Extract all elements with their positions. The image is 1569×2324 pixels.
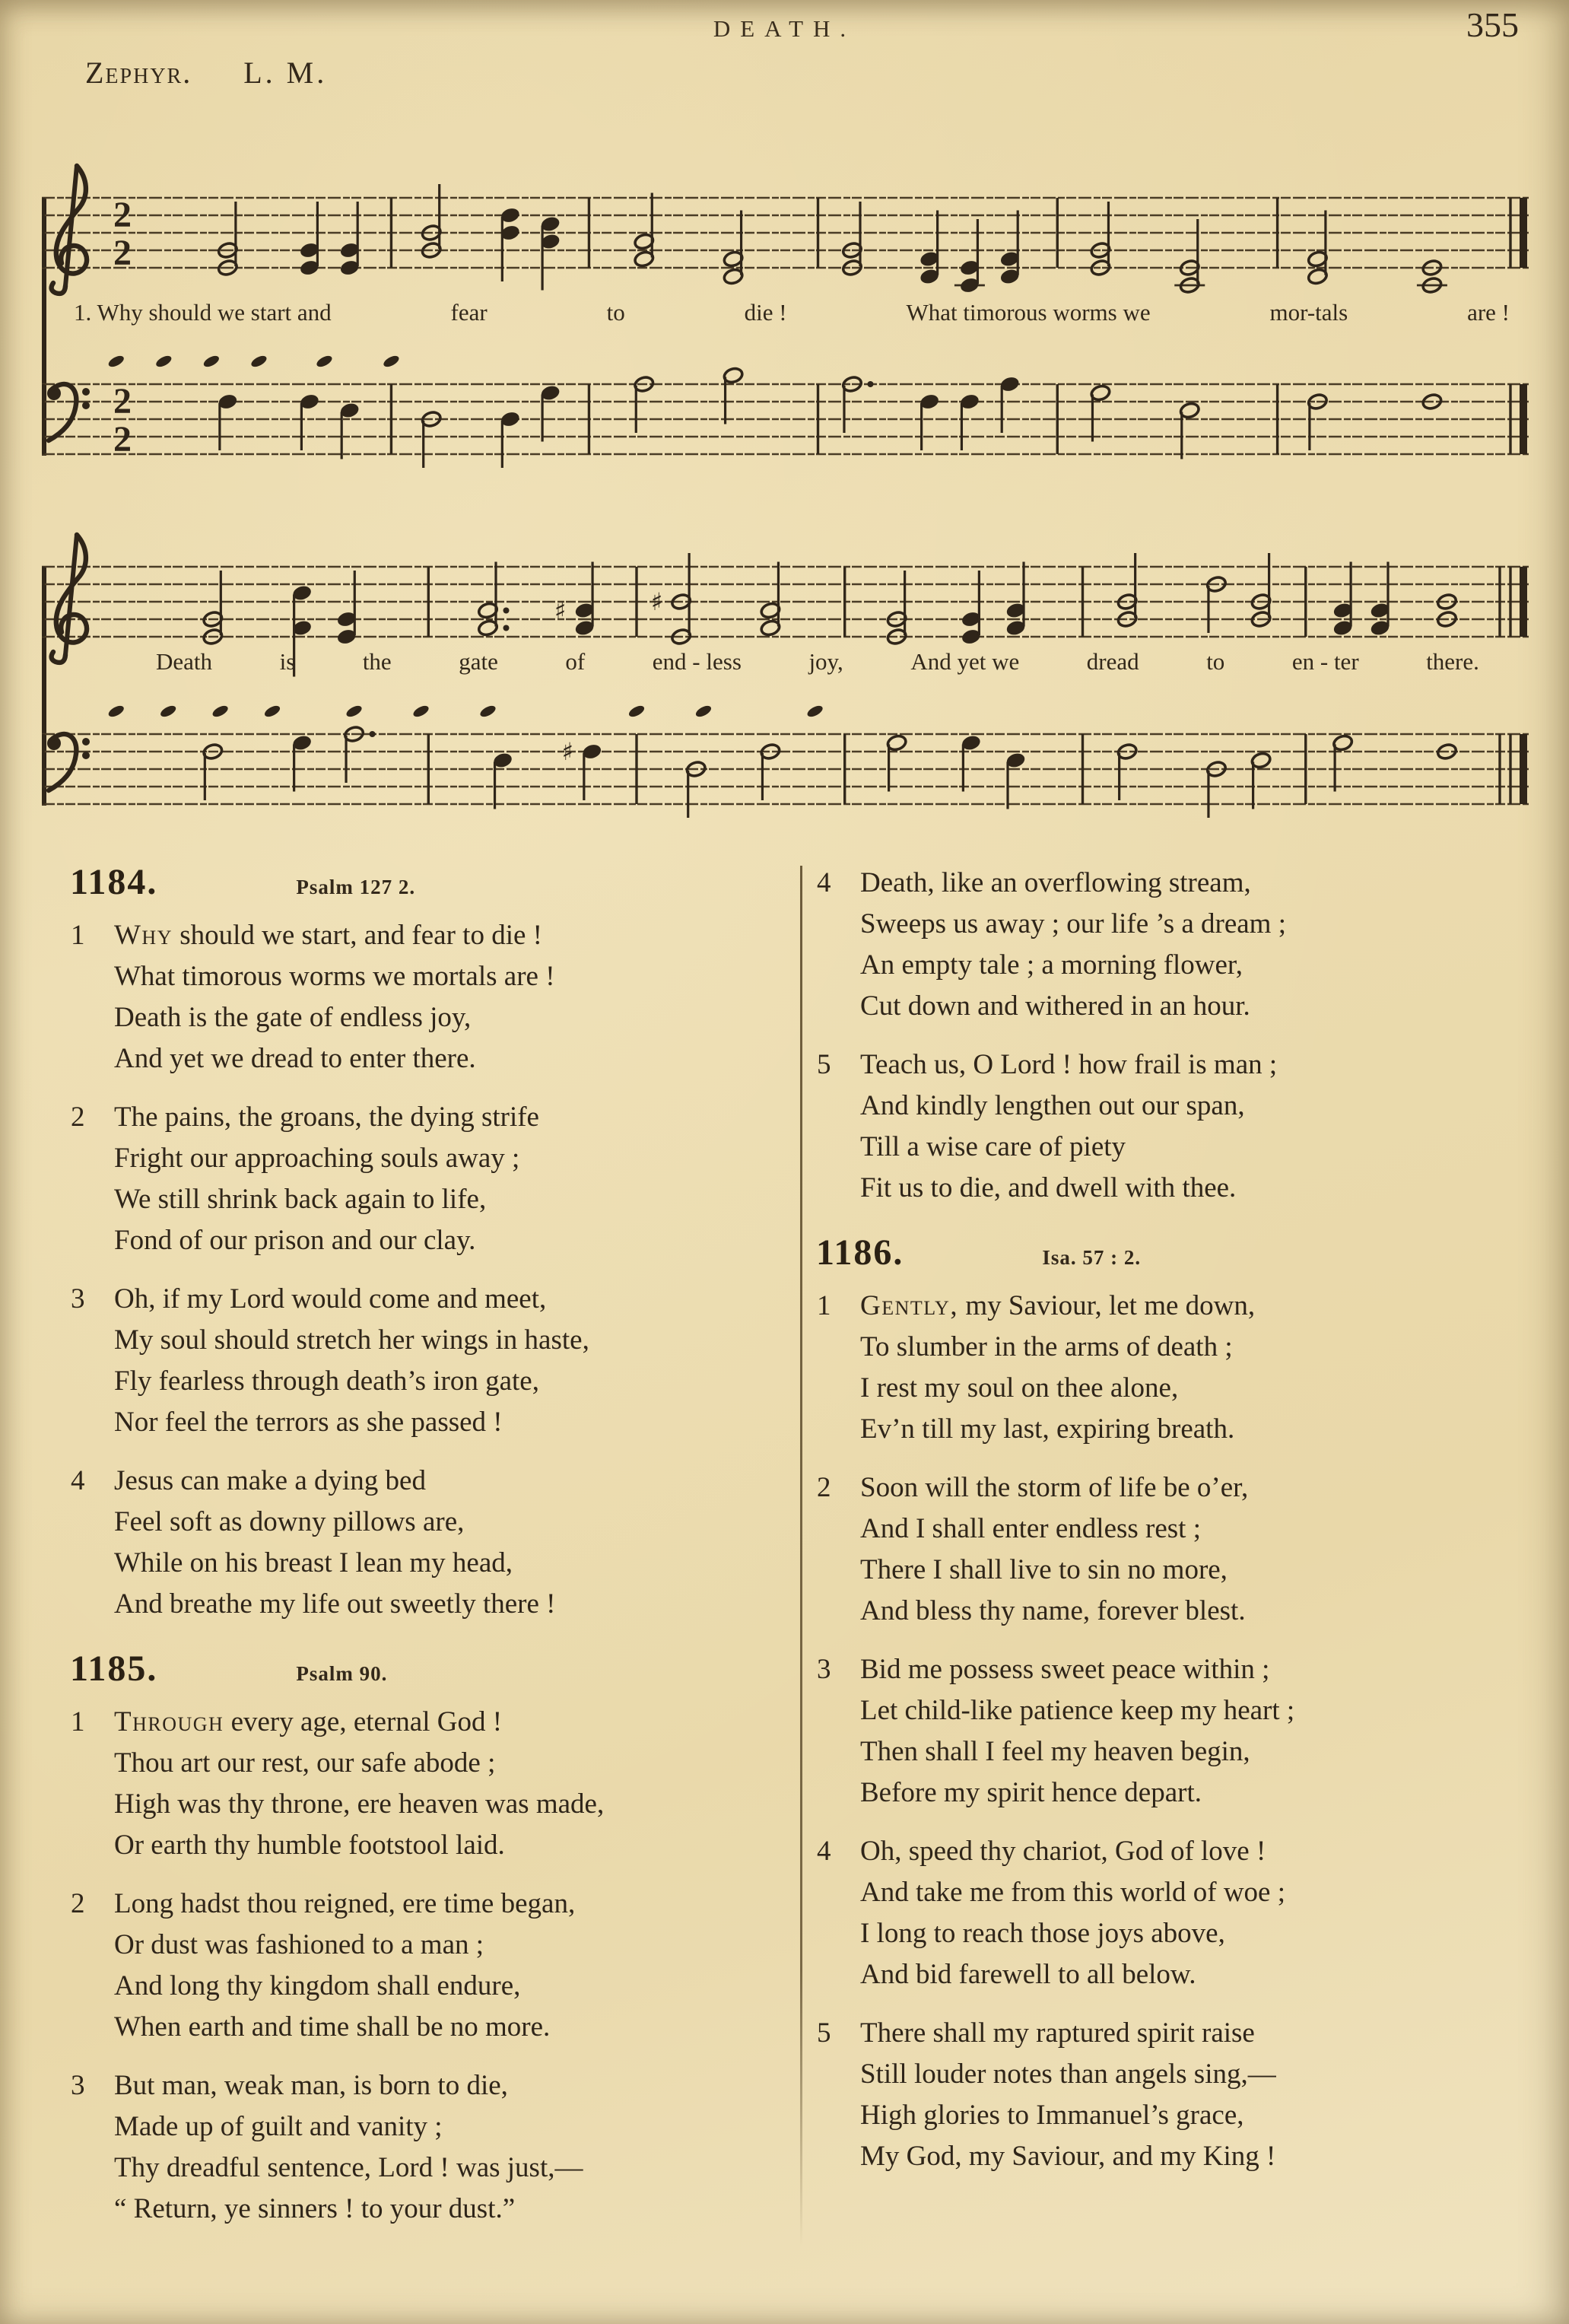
verse-line: My soul should stretch her wings in haste,	[114, 1324, 589, 1356]
verse-line: High was thy throne, ere heaven was made,	[114, 1788, 605, 1820]
hymn-text-area	[67, 858, 1536, 2247]
music-lyric-word: to	[1206, 648, 1225, 675]
verse-line	[114, 1702, 788, 1743]
verse-line: Nor feel the terrors as she passed !	[114, 1407, 503, 1438]
music-lyric-word: end - less	[652, 648, 742, 675]
verse-number: 2	[817, 1472, 831, 1503]
music-lyric-word: there.	[1426, 648, 1479, 675]
verse-line: While on his breast I lean my head,	[114, 1547, 513, 1578]
verse-line: Made up of guilt and vanity ;	[114, 2111, 443, 2142]
hymn-number: 1186.	[816, 1232, 904, 1273]
music-lyric-word: en - ter	[1291, 648, 1359, 675]
verse-line: An empty tale ; a morning flower,	[860, 949, 1243, 981]
verse-number: 5	[817, 2017, 831, 2049]
music-lyric-row-2	[42, 648, 1529, 676]
verse	[67, 1461, 788, 1625]
verse-line: Fond of our prison and our clay.	[114, 1225, 476, 1256]
svg-text:♯: ♯	[561, 737, 574, 766]
verse-line: And I shall enter endless rest ;	[860, 1513, 1201, 1544]
verse	[67, 1097, 788, 1261]
hymn-reference: Isa. 57 : 2.	[1042, 1246, 1142, 1269]
verse	[813, 1831, 1536, 1995]
verse-number: 3	[71, 1283, 85, 1315]
verse-lead-word: Through	[114, 1706, 224, 1737]
verse-line: Death is the gate of endless joy,	[114, 1002, 472, 1033]
hymn-number: 1185.	[70, 1648, 158, 1689]
verse-line-rest: should we start, and fear to die !	[172, 920, 542, 951]
verse-line: When earth and time shall be no more.	[114, 2011, 551, 2043]
music-lyric-row-1	[42, 299, 1529, 326]
music-lyric-word: joy,	[808, 648, 843, 675]
verse-line: We still shrink back again to life,	[114, 1184, 487, 1215]
svg-text:♯: ♯	[554, 596, 567, 625]
verse-number: 3	[817, 1654, 831, 1685]
verse-line: “ Return, ye sinners ! to your dust.”	[114, 2193, 516, 2224]
verse-number: 1	[817, 1290, 831, 1321]
verse-line: To slumber in the arms of death ;	[860, 1331, 1233, 1362]
hymn-number: 1184.	[70, 862, 158, 902]
verse-line: Sweeps us away ; our life ’s a dream ;	[860, 908, 1286, 939]
verse-line: And kindly lengthen out our span,	[860, 1090, 1245, 1121]
verse-line: Long hadst thou reigned, ere time began,	[114, 1888, 576, 1919]
verse-line: Teach us, O Lord ! how frail is man ;	[860, 1049, 1278, 1080]
verse-line: But man, weak man, is born to die,	[114, 2070, 508, 2101]
verse-line: I rest my soul on thee alone,	[860, 1372, 1179, 1404]
verse-line: Thou art our rest, our safe abode ;	[114, 1747, 496, 1779]
verse-number: 5	[817, 1049, 831, 1080]
hymn-heading	[70, 1648, 788, 1690]
verse	[67, 1884, 788, 2048]
music-staff-bass-1	[42, 342, 1529, 533]
music-lyric-word: gate	[459, 648, 498, 675]
verse-line: And take me from this world of woe ;	[860, 1877, 1285, 1908]
verse-line: Fright our approaching souls away ;	[114, 1143, 520, 1174]
verse-line: There shall my raptured spirit raise	[860, 2017, 1255, 2049]
verse-line: My God, my Saviour, and my King !	[860, 2141, 1276, 2172]
verse	[67, 1702, 788, 1866]
verse-line: I long to reach those joys above,	[860, 1918, 1225, 1949]
verse	[813, 1467, 1536, 1632]
hymn-heading	[816, 1232, 1536, 1273]
verse-line: Before my spirit hence depart.	[860, 1777, 1202, 1808]
svg-text:2: 2	[113, 381, 132, 421]
verse-number: 2	[71, 1888, 85, 1919]
verse	[813, 1044, 1536, 1209]
page-number: 355	[1466, 5, 1519, 44]
music-lyric-word: fear	[450, 299, 488, 326]
verse-number: 2	[71, 1102, 85, 1133]
verse	[813, 1649, 1536, 1814]
hymn-reference: Psalm 127 2.	[296, 876, 416, 898]
verse-line: Then shall I feel my heaven begin,	[860, 1736, 1250, 1767]
music-lyric-word: What timorous worms we	[906, 299, 1151, 326]
verse-line: The pains, the groans, the dying strife	[114, 1102, 539, 1133]
verse-number: 4	[817, 1836, 831, 1867]
verse-line: Feel soft as downy pillows are,	[114, 1506, 465, 1537]
svg-text:♯: ♯	[650, 587, 663, 616]
verse	[67, 2065, 788, 2230]
running-head: DEATH.	[713, 15, 856, 42]
svg-text:2: 2	[113, 233, 132, 273]
tune-name: Zephyr.	[85, 56, 192, 90]
tune-meter: L. M.	[243, 56, 328, 90]
verse-line	[860, 1286, 1536, 1327]
verse-number: 1	[71, 1706, 85, 1737]
right-column	[810, 858, 1536, 2247]
verse-number: 4	[71, 1465, 85, 1496]
verse-line: Still louder notes than angels sing,—	[860, 2059, 1276, 2090]
verse-line: Till a wise care of piety	[860, 1131, 1126, 1162]
hymn-reference: Psalm 90.	[296, 1662, 388, 1685]
verse-line: Death, like an overflowing stream,	[860, 867, 1251, 898]
hymn-heading	[70, 861, 788, 903]
verse-line: Fly fearless through death’s iron gate,	[114, 1365, 539, 1397]
verse-line: Cut down and withered in an hour.	[860, 990, 1250, 1022]
verse-line: And breathe my life out sweetly there !	[114, 1588, 556, 1620]
verse-line: Ev’n till my last, expiring breath.	[860, 1413, 1235, 1445]
verse-line: Let child-like patience keep my heart ;	[860, 1695, 1295, 1726]
music-lyric-word: of	[565, 648, 586, 675]
verse-line: And bless thy name, forever blest.	[860, 1595, 1246, 1626]
verse-line: There I shall live to sin no more,	[860, 1554, 1228, 1585]
music-staff-treble-2	[42, 521, 1529, 711]
verse-line-rest: my Saviour, let me down,	[958, 1290, 1256, 1321]
verse-line: Oh, if my Lord would come and meet,	[114, 1283, 547, 1315]
verse-lead-word: Gently,	[860, 1290, 959, 1321]
verse-line	[114, 915, 788, 956]
music-lyric-word: And yet we	[910, 648, 1020, 675]
verse-line: And yet we dread to enter there.	[114, 1043, 476, 1074]
verse-line: And long thy kingdom shall endure,	[114, 1970, 521, 2001]
verse-line: And bid farewell to all below.	[860, 1959, 1196, 1990]
verse-line: Or dust was fashioned to a man ;	[114, 1929, 484, 1960]
svg-text:2: 2	[113, 419, 132, 459]
verse	[813, 863, 1536, 1027]
music-staff-bass-2	[42, 692, 1529, 882]
verse	[813, 1286, 1536, 1450]
verse-line: Or earth thy humble footstool laid.	[114, 1830, 505, 1861]
music-lyric-word: are !	[1467, 299, 1510, 326]
verse	[813, 2013, 1536, 2177]
verse-number: 3	[71, 2070, 85, 2101]
music-lyric-word: 1. Why should we start and	[74, 299, 332, 326]
music-lyric-word: Death	[156, 648, 213, 675]
verse-line: What timorous worms we mortals are !	[114, 961, 555, 992]
verse-line: Jesus can make a dying bed	[114, 1465, 426, 1496]
music-lyric-word: to	[606, 299, 625, 326]
verse-line: Oh, speed thy chariot, God of love !	[860, 1836, 1266, 1867]
tune-line	[85, 55, 327, 91]
music-lyric-word: the	[362, 648, 392, 675]
verse-line: Fit us to die, and dwell with thee.	[860, 1172, 1237, 1203]
verse	[67, 915, 788, 1079]
verse-line: Bid me possess sweet peace within ;	[860, 1654, 1270, 1685]
verse-number: 4	[817, 867, 831, 898]
music-lyric-word: is	[279, 648, 296, 675]
music-lyric-word: die !	[744, 299, 787, 326]
verse-line-rest: every age, eternal God !	[224, 1706, 503, 1737]
svg-text:2: 2	[113, 195, 132, 235]
verse-line: High glories to Immanuel’s grace,	[860, 2100, 1244, 2131]
verse-number: 1	[71, 920, 85, 951]
verse-line: Thy dreadful sentence, Lord ! was just,—	[114, 2152, 583, 2183]
verse-line: Soon will the storm of life be o’er,	[860, 1472, 1249, 1503]
verse-lead-word: Why	[114, 920, 173, 951]
verse	[67, 1279, 788, 1443]
music-lyric-word: dread	[1086, 648, 1139, 675]
column-divider	[800, 866, 802, 2246]
left-column	[67, 858, 788, 2247]
music-lyric-word: mor-tals	[1269, 299, 1348, 326]
